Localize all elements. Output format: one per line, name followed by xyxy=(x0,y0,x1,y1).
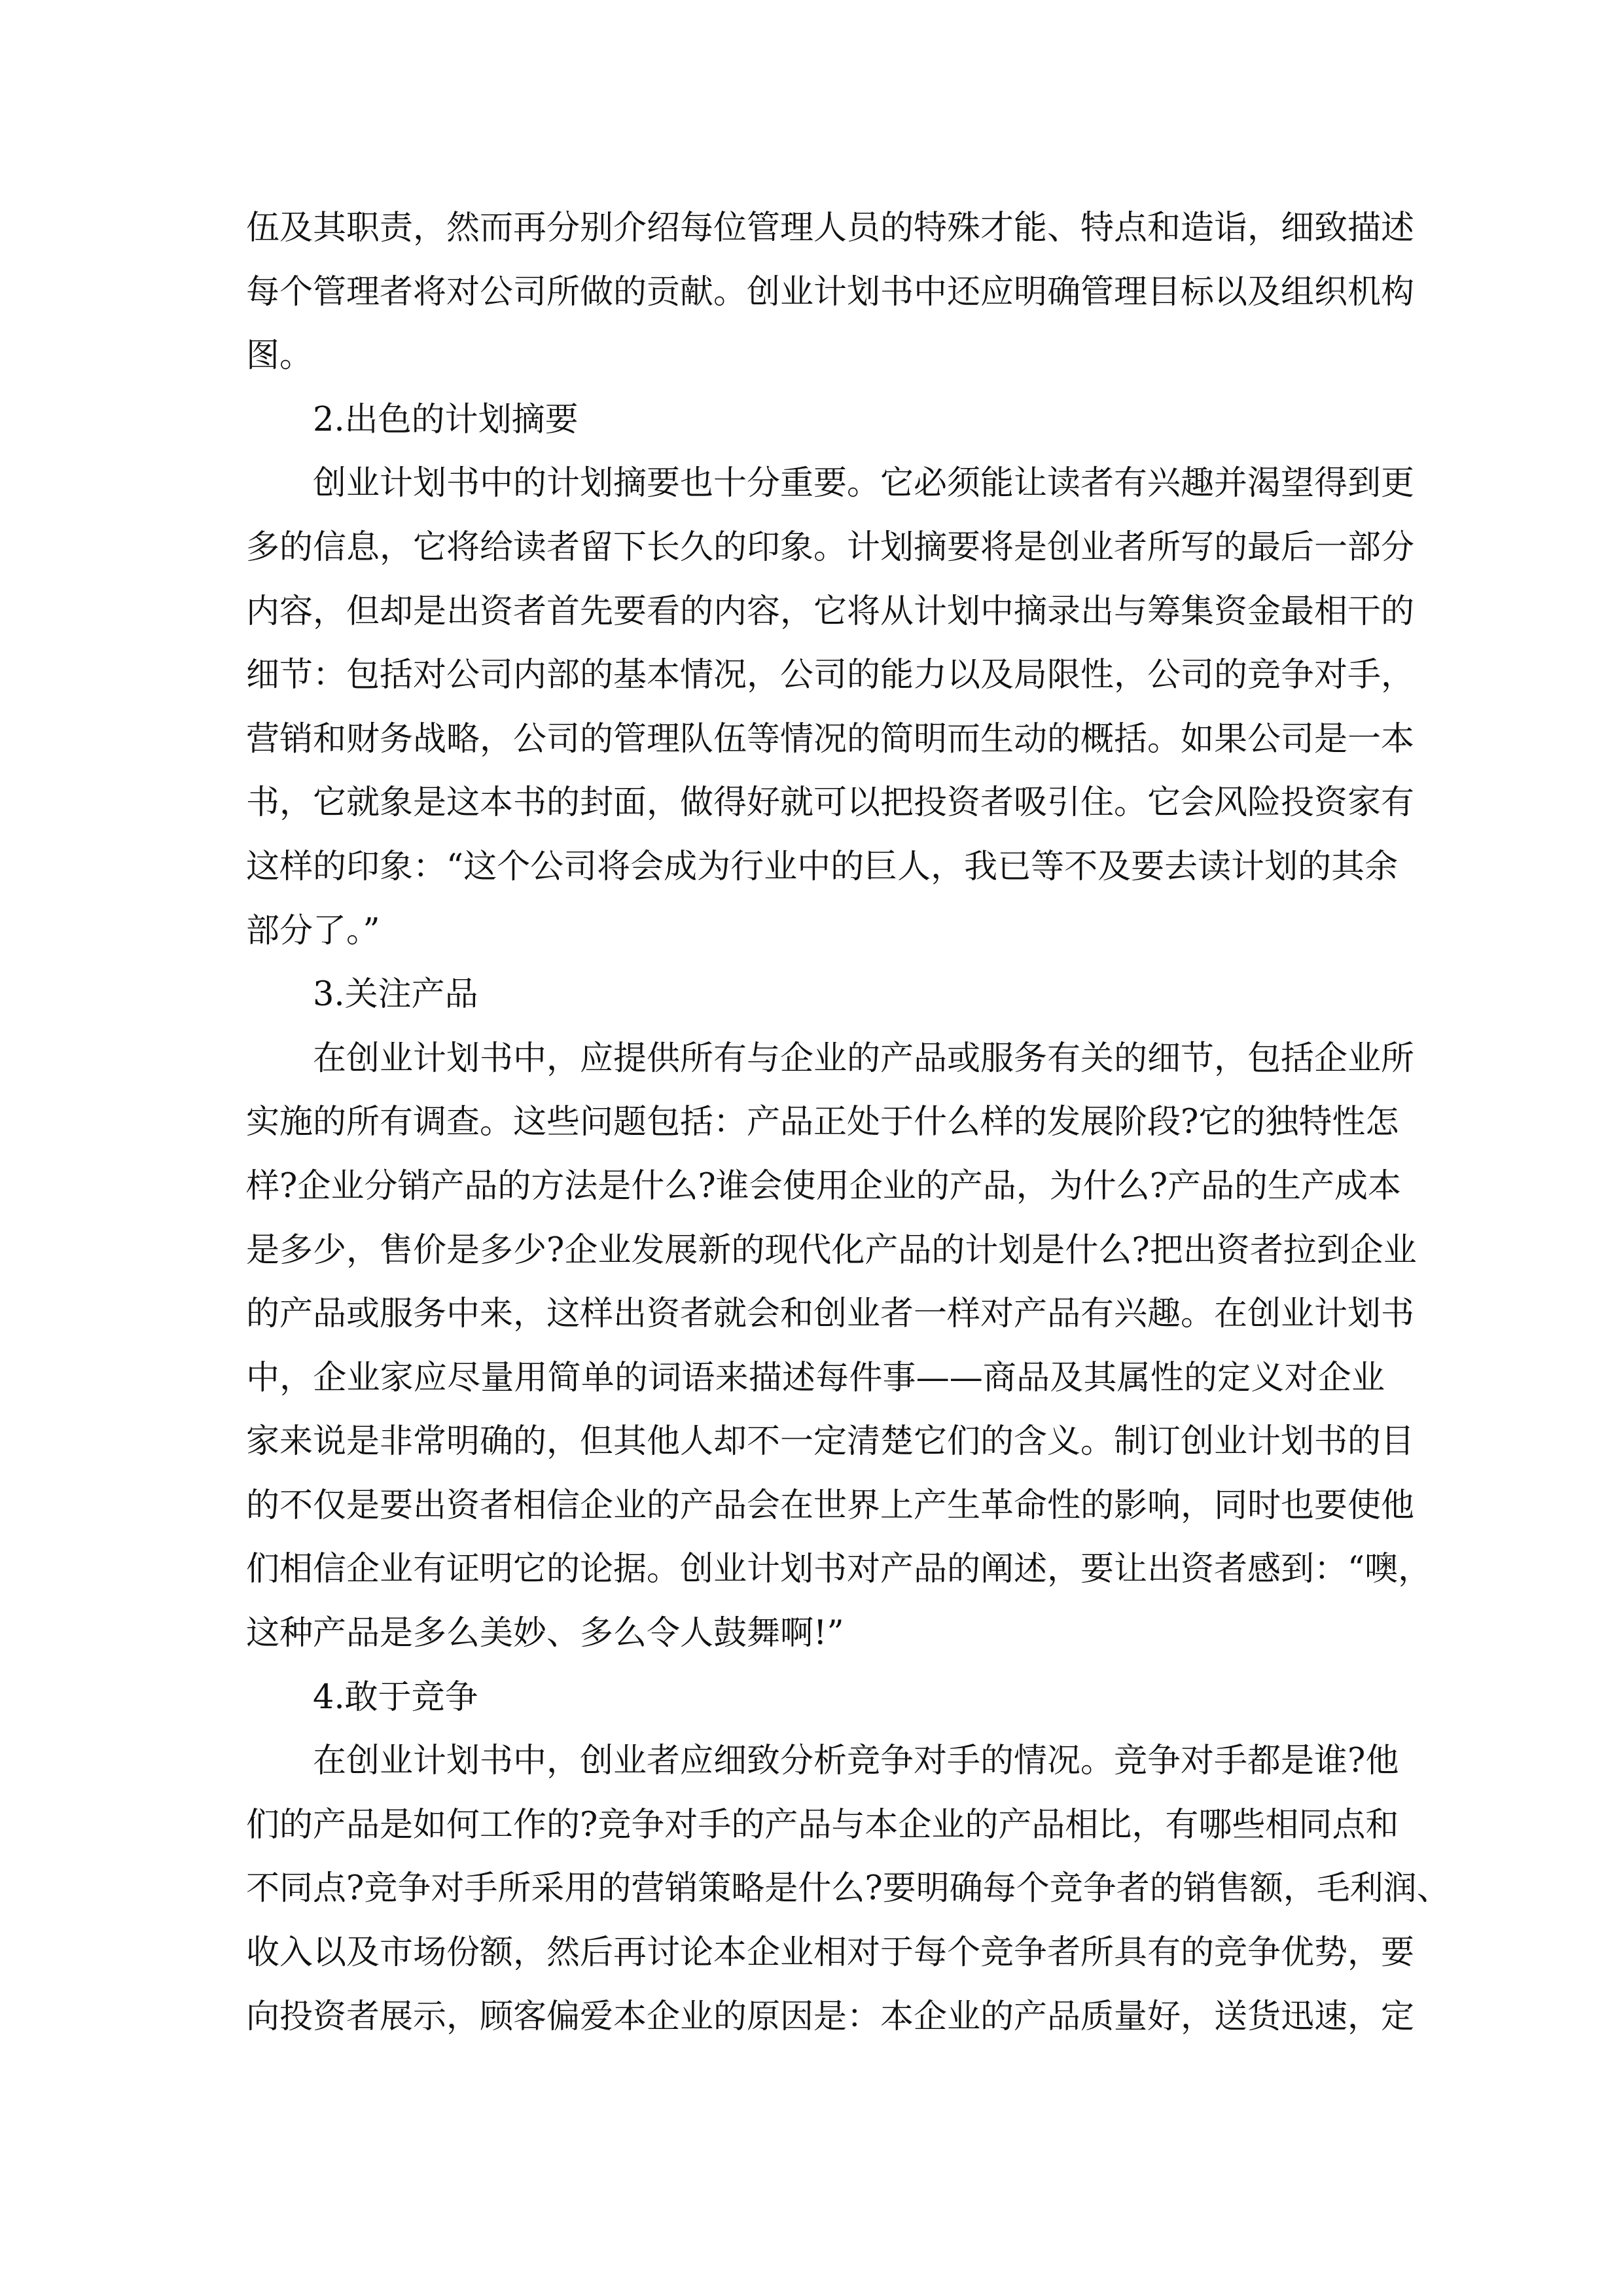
text-line: 的不仅是要出资者相信企业的产品会在世界上产生革命性的影响，同时也要使他 xyxy=(246,1486,1415,1525)
text-line: 书，它就象是这本书的封面，做得好就可以把投资者吸引住。它会风险投资家有 xyxy=(246,783,1415,823)
text-line: 这样的印象：“这个公司将会成为行业中的巨人，我已等不及要去读计划的其余 xyxy=(246,847,1399,886)
text-line: 细节：包括对公司内部的基本情况，公司的能力以及局限性，公司的竞争对手， xyxy=(246,656,1415,695)
text-line: 收入以及市场份额，然后再讨论本企业相对于每个竞争者所具有的竞争优势，要 xyxy=(246,1933,1415,1973)
text-line: 的产品或服务中来，这样出资者就会和创业者一样对产品有兴趣。在创业计划书 xyxy=(246,1295,1415,1334)
text-line: 图。 xyxy=(246,336,313,376)
text-line: 中，企业家应尽量用简单的词语来描述每件事——商品及其属性的定义对企业 xyxy=(246,1358,1385,1397)
text-line: 们的产品是如何工作的?竞争对手的产品与本企业的产品相比，有哪些相同点和 xyxy=(246,1805,1399,1844)
section-heading-dare-to-compete: 4.敢于竞争 xyxy=(313,1677,478,1717)
text-line: 是多少，售价是多少?企业发展新的现代化产品的计划是什么?把出资者拉到企业 xyxy=(246,1230,1417,1270)
paragraph-dare-to-compete xyxy=(246,1729,1450,2049)
text-line: 部分了。” xyxy=(246,911,380,950)
section-heading-plan-summary: 2.出色的计划摘要 xyxy=(313,400,579,439)
text-line: 在创业计划书中，创业者应细致分析竞争对手的情况。竞争对手都是谁?他 xyxy=(313,1742,1399,1781)
text-line: 多的信息，它将给读者留下长久的印象。计划摘要将是创业者所写的最后一部分 xyxy=(246,528,1415,567)
document-body xyxy=(246,196,1450,2049)
text-line: 每个管理者将对公司所做的贡献。创业计划书中还应明确管理目标以及组织机构 xyxy=(246,272,1415,312)
text-line: 不同点?竞争对手所采用的营销策略是什么?要明确每个竞争者的销售额，毛利润、 xyxy=(246,1869,1450,1909)
text-line: 创业计划书中的计划摘要也十分重要。它必须能让读者有兴趣并渴望得到更 xyxy=(313,464,1415,503)
text-line: 实施的所有调查。这些问题包括：产品正处于什么样的发展阶段?它的独特性怎 xyxy=(246,1103,1399,1142)
paragraph-management-team xyxy=(246,196,1415,388)
text-line: 向投资者展示，顾客偏爱本企业的原因是：本企业的产品质量好，送货迅速，定 xyxy=(246,1997,1415,2036)
text-line: 伍及其职责，然而再分别介绍每位管理人员的特殊才能、特点和造诣，细致描述 xyxy=(246,209,1415,247)
paragraph-plan-summary xyxy=(246,452,1415,963)
text-line: 这种产品是多么美妙、多么令人鼓舞啊!” xyxy=(246,1614,844,1653)
paragraph-focus-product xyxy=(246,1027,1432,1666)
text-line: 在创业计划书中，应提供所有与企业的产品或服务有关的细节，包括企业所 xyxy=(313,1039,1415,1078)
text-line: 样?企业分销产品的方法是什么?谁会使用企业的产品，为什么?产品的生产成本 xyxy=(246,1166,1402,1206)
text-line: 营销和财务战略，公司的管理队伍等情况的简明而生动的概括。如果公司是一本 xyxy=(246,719,1415,759)
section-heading-focus-product: 3.关注产品 xyxy=(313,975,478,1014)
text-line: 们相信企业有证明它的论据。创业计划书对产品的阐述，要让出资者感到：“噢， xyxy=(246,1550,1432,1589)
text-line: 家来说是非常明确的，但其他人却不一定清楚它们的含义。制订创业计划书的目 xyxy=(246,1422,1415,1462)
text-line: 内容，但却是出资者首先要看的内容，它将从计划中摘录出与筹集资金最相干的 xyxy=(246,592,1415,631)
